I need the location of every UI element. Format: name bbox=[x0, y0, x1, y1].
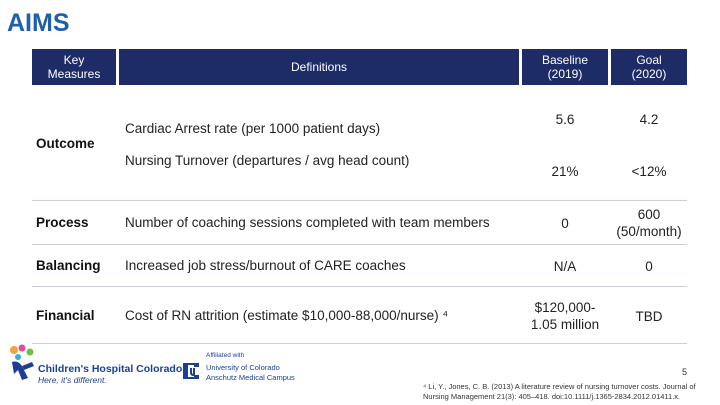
university-logo bbox=[180, 350, 320, 386]
page-number: 5 bbox=[682, 367, 688, 377]
category-balancing: Balancing bbox=[36, 258, 101, 273]
definition-coaching-sessions: Number of coaching sessions completed with team members bbox=[125, 215, 490, 230]
goal-rn-attrition: TBD bbox=[635, 309, 663, 324]
baseline-nursing-turnover: 21% bbox=[551, 164, 579, 179]
childrens-hospital-name: Children's Hospital Colorado bbox=[38, 363, 183, 375]
baseline-rn-attrition: $120,000-1.05 million bbox=[530, 300, 600, 332]
header-goal-label: Goal (2020) bbox=[631, 53, 667, 81]
row-divider bbox=[32, 244, 687, 245]
goal-cardiac-arrest: 4.2 bbox=[639, 112, 659, 127]
header-definitions-label: Definitions bbox=[290, 60, 348, 74]
header-key-measures bbox=[32, 49, 116, 85]
definition-rn-attrition: Cost of RN attrition (estimate $10,000-88,000/nurse) ⁴ bbox=[125, 308, 449, 323]
category-financial: Financial bbox=[36, 308, 95, 323]
childrens-figure-icon bbox=[8, 344, 38, 384]
cu-monogram-icon bbox=[180, 359, 202, 383]
definition-job-stress: Increased job stress/burnout of CARE coaches bbox=[125, 258, 406, 273]
definition-nursing-turnover: Nursing Turnover (departures / avg head count) bbox=[125, 153, 410, 168]
header-key-measures-label: Key Measures bbox=[47, 53, 101, 81]
university-campus: Anschutz Medical Campus bbox=[206, 373, 295, 382]
header-goal bbox=[611, 49, 687, 85]
university-name: University of Colorado bbox=[206, 363, 280, 372]
baseline-coaching-sessions: 0 bbox=[561, 216, 569, 231]
slide-title: AIMS bbox=[7, 9, 70, 37]
childrens-hospital-tagline: Here, it's different. bbox=[38, 375, 107, 385]
category-process: Process bbox=[36, 215, 89, 230]
definition-cardiac-arrest: Cardiac Arrest rate (per 1000 patient days) bbox=[125, 121, 381, 136]
header-baseline bbox=[522, 49, 608, 85]
row-divider bbox=[32, 200, 687, 201]
affiliated-with-label: Affiliated with bbox=[206, 352, 245, 359]
baseline-cardiac-arrest: 5.6 bbox=[555, 112, 575, 127]
baseline-job-stress: N/A bbox=[553, 259, 577, 274]
header-baseline-label: Baseline (2019) bbox=[541, 53, 589, 81]
goal-nursing-turnover: <12% bbox=[631, 164, 667, 179]
header-definitions bbox=[119, 49, 519, 85]
goal-job-stress: 0 bbox=[645, 259, 653, 274]
childrens-hospital-logo bbox=[8, 344, 183, 386]
goal-coaching-sessions: 600 (50/month) bbox=[616, 207, 682, 239]
row-divider bbox=[32, 286, 687, 287]
footnote: ⁴ Li, Y., Jones, C. B. (2013) A literature review of nursing turnover costs. Journal of Nursing Management 21(3): 405–418. doi:10.1111/j.1365-2834.2012.01411.x. bbox=[423, 382, 696, 401]
category-outcome: Outcome bbox=[36, 136, 95, 151]
